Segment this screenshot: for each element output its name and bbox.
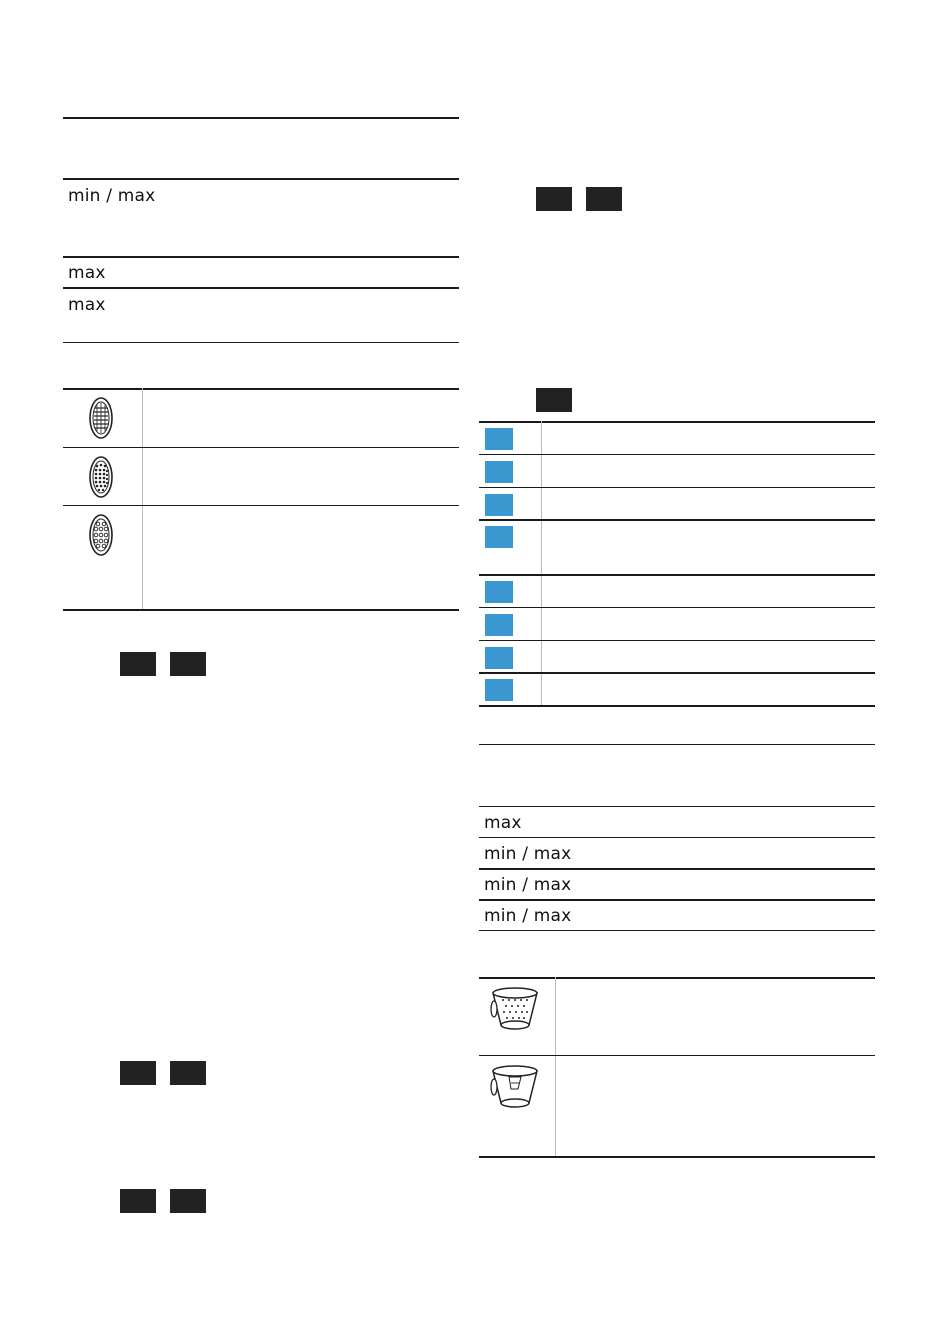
setting-label-min-max: min / max: [68, 186, 156, 206]
grating-drum-icon: [487, 985, 545, 1033]
key-block: [536, 187, 572, 211]
legend-rule: [479, 487, 875, 488]
disc-table-column-separator: [142, 388, 143, 610]
slicing-drum-icon: [487, 1063, 545, 1111]
setting-label-min-max: min / max: [484, 875, 572, 895]
table-rule: [63, 256, 459, 258]
settings-table-rule: [479, 837, 875, 838]
drum-table-rule: [479, 1055, 875, 1056]
settings-table-rule: [479, 899, 875, 901]
disc-table-rule: [63, 505, 459, 506]
table-rule: [63, 342, 459, 343]
key-block: [586, 187, 622, 211]
disc-table-rule: [63, 447, 459, 448]
table-rule: [63, 287, 459, 289]
key-block: [170, 1061, 206, 1085]
settings-table-rule: [479, 806, 875, 807]
settings-table-rule-bottom: [479, 930, 875, 931]
coarse-disc-icon: [88, 514, 114, 556]
legend-color-square: [485, 647, 513, 669]
table-rule: [63, 178, 459, 180]
legend-color-square: [485, 614, 513, 636]
legend-column-separator: [541, 421, 542, 706]
legend-color-square: [485, 526, 513, 548]
setting-label-min-max: min / max: [484, 844, 572, 864]
fine-disc-icon: [88, 397, 114, 439]
legend-color-square: [485, 581, 513, 603]
key-block: [120, 1189, 156, 1213]
setting-label-max: max: [484, 813, 522, 833]
key-block: [170, 652, 206, 676]
settings-table-rule-top: [479, 744, 875, 745]
legend-color-square: [485, 494, 513, 516]
setting-label-max: max: [68, 295, 106, 315]
legend-rule: [479, 607, 875, 608]
legend-rule: [479, 454, 875, 455]
key-block: [120, 652, 156, 676]
drum-table-rule-bottom: [479, 1156, 875, 1158]
legend-rule: [479, 640, 875, 641]
drum-table-rule-top: [479, 977, 875, 979]
legend-color-square: [485, 679, 513, 701]
legend-rule: [479, 574, 875, 576]
drum-table-column-separator: [555, 977, 556, 1158]
legend-color-square: [485, 428, 513, 450]
table-rule-top: [63, 117, 459, 119]
legend-rule: [479, 672, 875, 674]
setting-label-max: max: [68, 263, 106, 283]
setting-label-min-max: min / max: [484, 906, 572, 926]
legend-color-square: [485, 461, 513, 483]
disc-table-rule-top: [63, 388, 459, 390]
legend-table-rule-top: [479, 421, 875, 423]
legend-table-rule-bottom: [479, 705, 875, 707]
medium-disc-icon: [88, 456, 114, 498]
legend-rule: [479, 519, 875, 521]
key-block: [536, 388, 572, 412]
key-block: [170, 1189, 206, 1213]
key-block: [120, 1061, 156, 1085]
disc-table-rule-bottom: [63, 609, 459, 611]
settings-table-rule: [479, 868, 875, 870]
